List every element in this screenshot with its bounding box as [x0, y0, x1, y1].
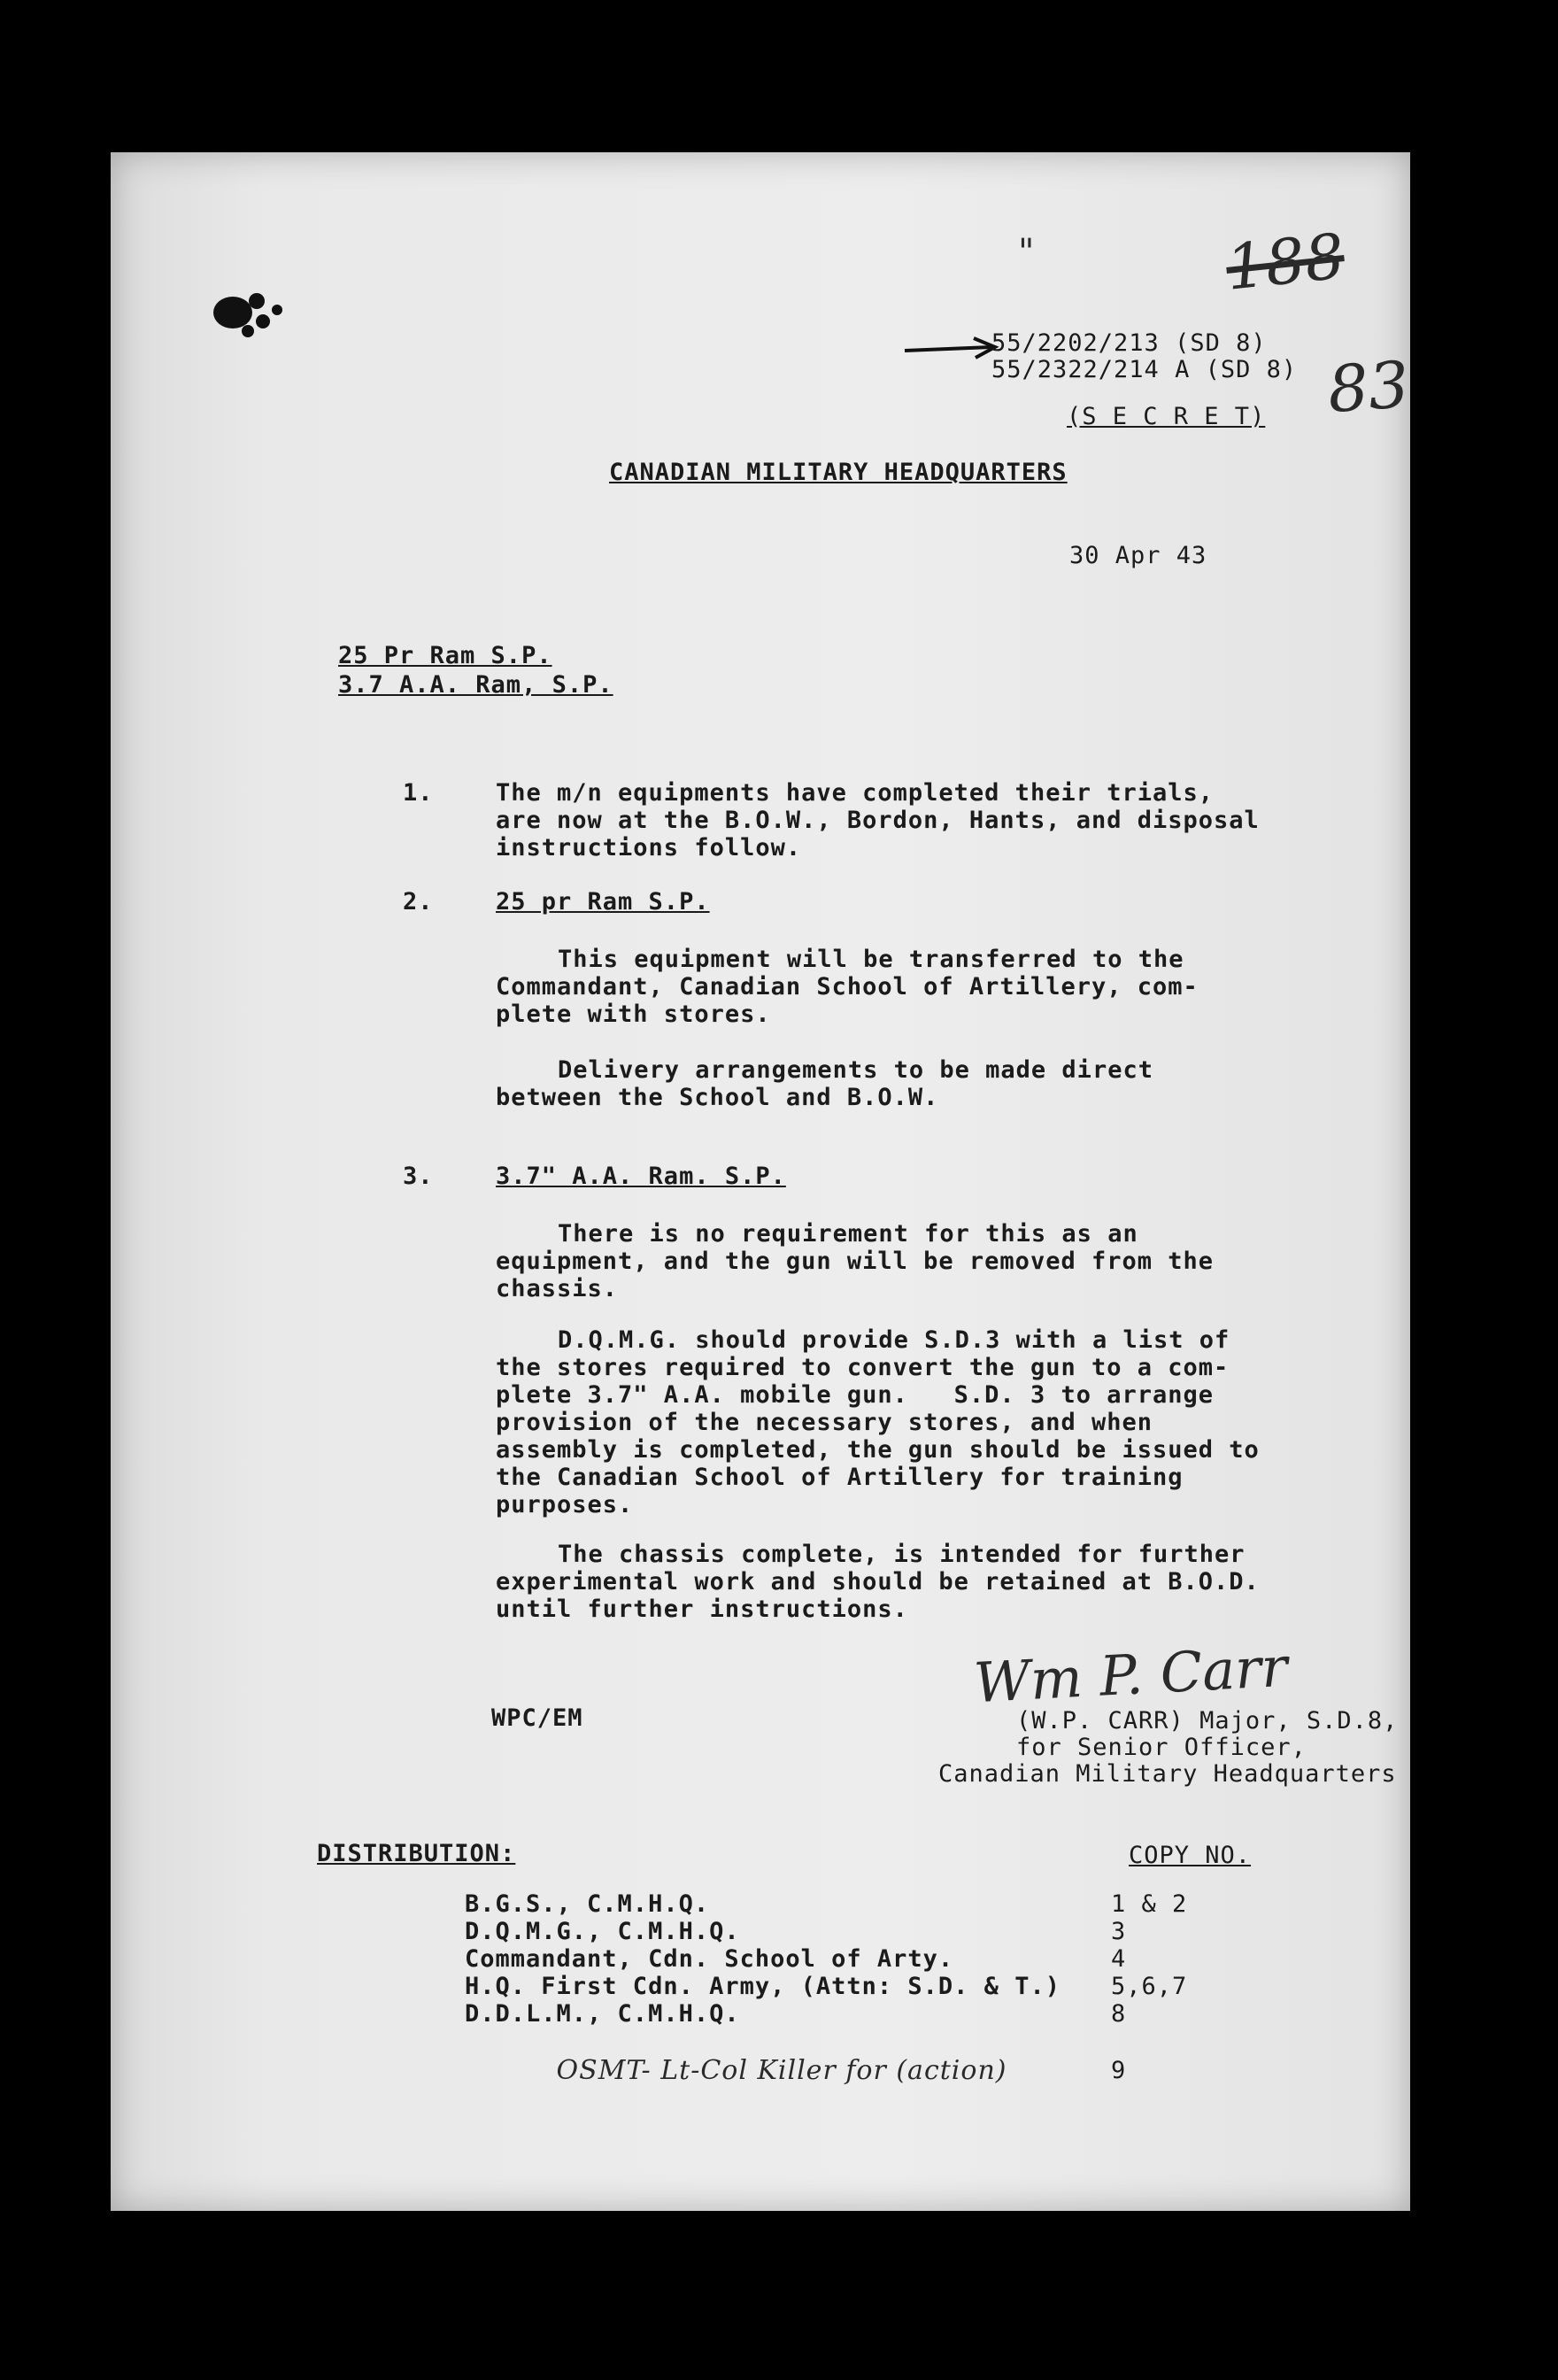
paragraph-line: Delivery arrangements to be made direct — [558, 1056, 1153, 1084]
paragraph-3a — [496, 1220, 1214, 1302]
paragraph-line: chassis. — [496, 1275, 619, 1302]
signature-line-1: (W.P. CARR) Major, S.D.8, — [1016, 1707, 1399, 1735]
paragraph-line: provision of the necessary stores, and when — [496, 1409, 1153, 1436]
paragraph-line: until further instructions. — [496, 1596, 908, 1623]
table-row — [465, 1890, 1288, 1918]
handwritten-recipient: OSMT- Lt-Col Killer for (action) — [556, 2055, 1007, 2086]
paragraph-line: between the School and B.O.W. — [496, 1084, 939, 1111]
recipient-cell: H.Q. First Cdn. Army, (Attn: S.D. & T.) — [465, 1973, 1061, 2000]
paragraph-line: plete with stores. — [496, 1001, 771, 1028]
folio-number-secondary: 83 — [1325, 346, 1412, 428]
paragraph-line: Commandant, Canadian School of Artillery, com- — [496, 973, 1199, 1001]
ink-blot-mark — [208, 283, 292, 345]
tick-mark: " — [1018, 232, 1035, 273]
subject-line-2: 3.7 A.A. Ram, S.P. — [338, 671, 613, 699]
subject-line-1: 25 Pr Ram S.P. — [338, 642, 552, 669]
table-row — [465, 1945, 1288, 1973]
recipient-cell: D.D.L.M., C.M.H.Q. — [465, 2000, 740, 2028]
paragraph-line: There is no requirement for this as an — [558, 1220, 1138, 1248]
file-reference-1: 55/2202/213 (SD 8) — [991, 329, 1267, 357]
recipient-cell: D.Q.M.G., C.M.H.Q. — [465, 1918, 740, 1945]
paragraph-number: 3. — [403, 1163, 434, 1190]
copy-cell: 4 — [1111, 1945, 1127, 1973]
copy-cell: 1 & 2 — [1111, 1890, 1188, 1918]
signature-line-2: for Senior Officer, — [1016, 1734, 1307, 1761]
paragraph-2a — [496, 946, 1199, 1028]
paragraph-line: instructions follow. — [496, 834, 802, 862]
paragraph-line: purposes. — [496, 1491, 634, 1518]
paragraph-line: experimental work and should be retained at B.O.D. — [496, 1568, 1260, 1596]
section-heading: 25 pr Ram S.P. — [496, 888, 710, 916]
paragraph-3c — [496, 1541, 1260, 1623]
paragraph-number: 2. — [403, 888, 434, 916]
paragraph-line: This equipment will be transferred to the — [558, 946, 1184, 973]
copy-cell: 9 — [1111, 2057, 1127, 2084]
copy-cell: 5,6,7 — [1111, 1973, 1188, 2000]
handwritten-recipient-cell — [465, 2028, 1102, 2113]
paragraph-line: the Canadian School of Artillery for training — [496, 1464, 1184, 1491]
distribution-label: DISTRIBUTION: — [317, 1840, 516, 1867]
recipient-cell: Commandant, Cdn. School of Arty. — [465, 1945, 954, 1973]
copy-cell: 3 — [1111, 1918, 1127, 1945]
paragraph-1 — [496, 779, 1260, 862]
table-row — [465, 1973, 1288, 2000]
paragraph-line: plete 3.7" A.A. mobile gun. S.D. 3 to arrange — [496, 1381, 1215, 1409]
paragraph-line: D.Q.M.G. should provide S.D.3 with a list of — [558, 1326, 1230, 1354]
paragraph-line: assembly is completed, the gun should be issued to — [496, 1436, 1260, 1464]
document-date: 30 Apr 43 — [1069, 542, 1207, 569]
arrow-icon — [903, 336, 1000, 363]
distribution-table — [465, 1890, 1288, 2113]
page-title: CANADIAN MILITARY HEADQUARTERS — [609, 459, 1068, 486]
paragraph-line: The chassis complete, is intended for further — [558, 1541, 1246, 1568]
recipient-cell: B.G.S., C.M.H.Q. — [465, 1890, 710, 1918]
paragraph-line: The m/n equipments have completed their trials, — [496, 779, 1215, 807]
copy-cell: 8 — [1111, 2000, 1127, 2028]
reference-initials: WPC/EM — [491, 1704, 583, 1732]
paragraph-line: the stores required to convert the gun to a com- — [496, 1354, 1230, 1381]
paragraph-number: 1. — [403, 779, 434, 807]
copy-number-label: COPY NO. — [1129, 1842, 1252, 1869]
table-row — [465, 1918, 1288, 1945]
folio-number: 188 — [1222, 220, 1348, 305]
section-heading: 3.7" A.A. Ram. S.P. — [496, 1163, 786, 1190]
table-row — [465, 2000, 1288, 2028]
paragraph-3b — [496, 1326, 1260, 1518]
paragraph-2b — [496, 1056, 1153, 1111]
table-row — [465, 2028, 1288, 2113]
signature-line-3: Canadian Military Headquarters — [938, 1760, 1397, 1788]
handwritten-signature: Wm P. Carr — [972, 1634, 1290, 1716]
paragraph-line: are now at the B.O.W., Bordon, Hants, and disposal — [496, 807, 1260, 834]
paragraph-line: equipment, and the gun will be removed from the — [496, 1248, 1215, 1275]
file-reference-2: 55/2322/214 A (SD 8) — [991, 356, 1298, 383]
classification-label: (S E C R E T) — [1067, 403, 1266, 430]
